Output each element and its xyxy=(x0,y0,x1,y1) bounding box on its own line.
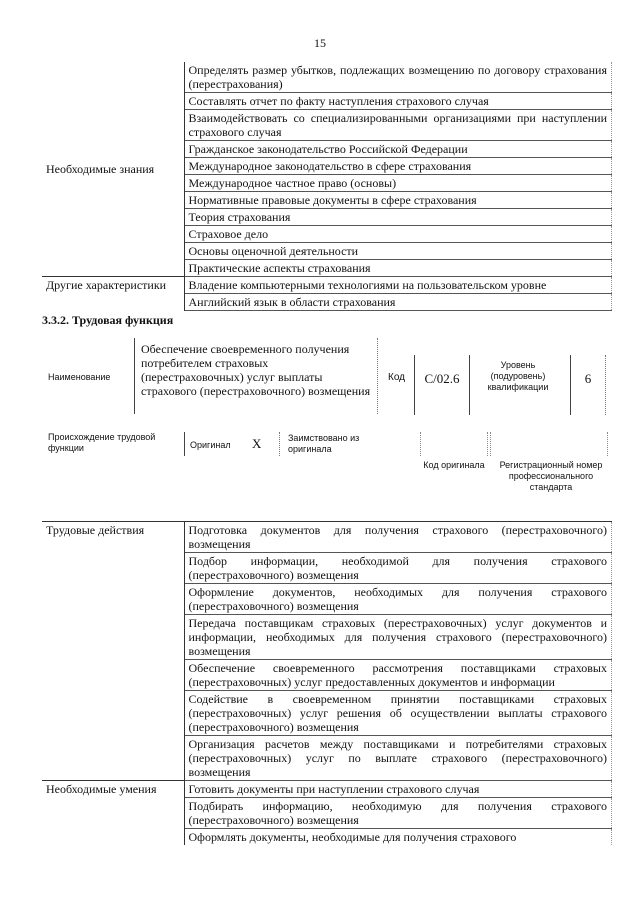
knowledge-item: Основы оценочной деятельности xyxy=(184,243,612,260)
knowledge-item: Гражданское законодательство Российской Федерации xyxy=(184,141,612,158)
knowledge-label: Необходимые знания xyxy=(42,62,184,277)
knowledge-item: Международное частное право (основы) xyxy=(184,175,612,192)
borrowed-label: Заимствовано из оригинала xyxy=(288,433,360,454)
knowledge-item: Страховое дело xyxy=(184,226,612,243)
skill-item: Готовить документы при наступлении страхового случая xyxy=(184,781,612,798)
skill-item: Оформлять документы, необходимые для получения страхового xyxy=(184,829,612,846)
knowledge-table xyxy=(42,62,612,311)
action-item: Обеспечение своевременного рассмотрения поставщиками страховых (перестраховочных) услуг предоставленных документов и информации xyxy=(184,660,612,691)
original-code-box xyxy=(420,432,488,456)
actions-table xyxy=(42,521,612,845)
code-value: C/02.6 xyxy=(414,355,470,415)
actions-label: Трудовые действия xyxy=(42,522,184,781)
original-mark: X xyxy=(252,436,262,451)
action-item: Организация расчетов между поставщиками и потребителями страховых (перестраховочных) услуг по выплате страхового (перестраховочного) возмещения xyxy=(184,736,612,781)
page-number: 15 xyxy=(314,36,326,50)
original-code-caption: Код оригинала xyxy=(423,460,485,470)
knowledge-item: Определять размер убытков, подлежащих возмещению по договору страхования (перестрахования) xyxy=(184,62,612,93)
skills-label: Необходимые умения xyxy=(42,781,184,846)
level-label: Уровень (подуровень) квалификации xyxy=(487,360,549,392)
action-item: Оформление документов, необходимых для получения страхового (перестраховочного) возмещения xyxy=(184,584,612,615)
knowledge-item: Практические аспекты страхования xyxy=(184,260,612,277)
action-item: Передача поставщикам страховых (перестраховочных) услуг документов и информации, необходимых для получения страхового (перестраховочного) возмещения xyxy=(184,615,612,660)
action-item: Содействие в своевременном принятии поставщиками страховых (перестраховочных) услуг решения об осуществлении выплаты страхового (перестраховочного) возмещения xyxy=(184,691,612,736)
section-heading: 3.3.2. Трудовая функция xyxy=(42,313,174,327)
function-name: Обеспечение своевременного получения потребителем страховых (перестраховочных) услуг выплаты страхового (перестраховочного) возмещения xyxy=(134,338,378,414)
registration-number-caption: Регистрационный номер профессионального стандарта xyxy=(499,460,603,492)
registration-number-box xyxy=(490,432,608,456)
code-label: Код xyxy=(388,372,406,383)
knowledge-item: Международное законодательство в сфере страхования xyxy=(184,158,612,175)
original-label: Оригинал xyxy=(190,440,231,450)
level-value: 6 xyxy=(570,355,606,415)
action-item: Подготовка документов для получения страхового (перестраховочного) возмещения xyxy=(184,522,612,553)
skill-item: Подбирать информацию, необходимую для получения страхового (перестраховочного) возмещения xyxy=(184,798,612,829)
knowledge-item: Теория страхования xyxy=(184,209,612,226)
other-item: Владение компьютерными технологиями на пользовательском уровне xyxy=(184,277,612,294)
other-label: Другие характеристики xyxy=(42,277,184,311)
knowledge-item: Составлять отчет по факту наступления страхового случая xyxy=(184,93,612,110)
origin-label: Происхождение трудовой функции xyxy=(48,432,156,453)
other-item: Английский язык в области страхования xyxy=(184,294,612,311)
knowledge-item: Взаимодействовать со специализированными организациями при наступлении страхового случая xyxy=(184,110,612,141)
knowledge-item: Нормативные правовые документы в сфере страхования xyxy=(184,192,612,209)
action-item: Подбор информации, необходимой для получения страхового (перестраховочного) возмещения xyxy=(184,553,612,584)
name-label: Наименование xyxy=(48,372,111,382)
